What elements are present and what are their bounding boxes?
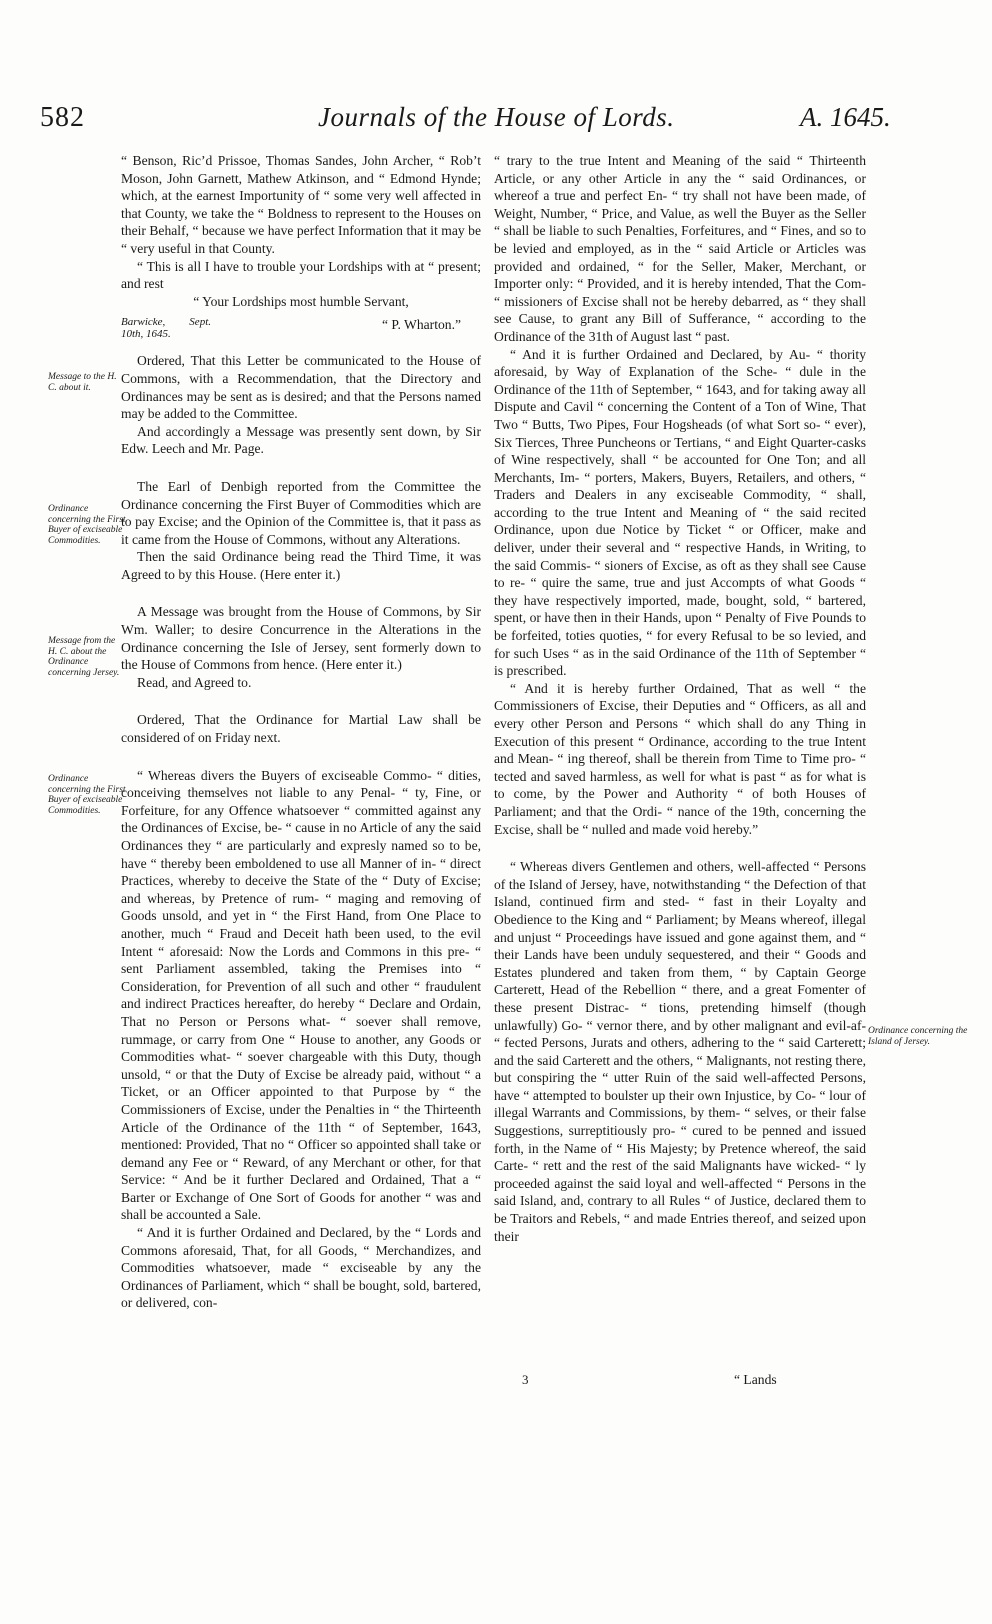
journal-title: Journals of the House of Lords.: [318, 102, 675, 132]
margin-note-ordinance-jersey: Ordinance concerning the Island of Jersey.: [868, 1026, 968, 1047]
read-agreed: Read, and Agreed to.: [137, 674, 252, 690]
ordinance-ton-of-wine: “ And it is further Ordained and Declared, by Au- “ thority aforesaid, by Way of Explanation of the Sche- “ dule in the Ordinance of the 11th of September, “ 1643, and for taking away all Dispute and Cavil “ concerning the Content of a Ton of Wine, That Two “ Butts, Two Pipes, Four Hogsheads (of what Sort so- “ ever), Six Tierces, Three Puncheons or Tertians, “ and Eight Quarter-casks of Wine respectively, shall “ be accounted for One Ton; and all Merchants, Im- “ porters, Makers, Buyers, Retailers, and others, “ Traders and Dealers in any exciseable Commodity, “ shall, according to the true Intent and Meaning of “ the said recited Ordinance, upon due Notice by Ticket “ or Officer, make and deliver, under their several and “ respective Hands, in Writing, to the said Commis- “ sioners of Excise, as oft as they shall see Cause to re- “ quire the same, true and just Accompts of what Goods “ they have respectively imported, made, bought, sold, “ bartered, spent, or have then in their Hands, upon “ Penalty of Five Pounds to be forfeited, toties quoties, “ for every Refusal to be so levied, and for such Uses “ as in the said Ordinance of the 11th of September “ is prescribed.: [494, 346, 866, 679]
letter-closing: “ This is all I have to trouble your Lordships with at “ present; and rest: [121, 258, 481, 292]
left-column: [121, 152, 481, 1312]
margin-note-message-jersey: Message from the H. C. about the Ordinance concerning Jersey.: [48, 636, 120, 678]
ordered-letter-communicated: Ordered, That this Letter be communicated to the House of Commons, with a Recommendation, that the Directory and Ordinances may be sent as is desired; and that the Persons named may be added to the Committee.: [121, 353, 481, 422]
right-column: [494, 152, 866, 1245]
ordered-martial-law: Ordered, That the Ordinance for Martial Law shall be considered of on Friday next.: [121, 712, 481, 746]
page-number: 582: [40, 102, 85, 133]
letter-continuation: “ Benson, Ric’d Prissoe, Thomas Sandes, John Archer, “ Rob’t Moson, John Garnett, Mathew Atkinson, and “ Edmond Hynde; which, at the earnest Importunity of “ some very well affected in that County, we take the “ Boldness to represent to the Houses on their Behalf, “ because we have perfect Information that it may be “ very useful in that County.: [121, 153, 481, 256]
margin-note-message-hc: Message to the H. C. about it.: [48, 372, 117, 393]
ordinance-protection-clause: “ And it is hereby further Ordained, That as well “ the Commissioners of Excise, their Deputies and “ Officers, as all and every other Person and Persons “ which shall do any Thing in Execution of this present “ Ordinance, according to the true Intent and Mean- “ ing thereof, shall be therein from Time to Time pro- “ tected and saved harmless, as well for what is past “ as for what is to come, by the Power and Authority “ of both Houses of Parliament; and that the Ordi- “ nance of the 19th, concerning the Excise, shall be “ nulled and made void hereby.”: [494, 680, 866, 837]
journal-year: A. 1645.: [800, 102, 891, 132]
ordinance-excise-continuation: “ trary to the true Intent and Meaning of the said “ Thirteenth Article, or any other Article in any the “ said Ordinances, or whereof a true and perfect En- “ try shall not have been made, of Weight, Number, “ Price, and Value, as well the Buyer as the Seller “ shall be liable to such Penalties, Forfeitures, and “ Fines, and so to be levied and employed, as in the “ said Article or Articles was provided and ordained, “ for the Seller, Maker, Merchant, or Importer only: “ Provided, and it is hereby intended, That the Com- “ missioners of Excise shall not be hereby debarred, as “ they shall see Cause, to grant any Bill of Sufferance, “ according to the Ordinance of the 31th of August last “ past.: [494, 153, 866, 344]
ordinance-jersey-text: “ Whereas divers Gentlemen and others, well-affected “ Persons of the Island of Jersey, have, notwithstanding “ the Defection of that Island, continued firm and sted- “ fast in their Loyalty and Obedience to the King and “ Parliament; by Means whereof, illegal and unjust “ Proceedings have issued and gone against them, and “ their Lands have been unduly sequestered, and their “ Goods and Estates plundered and taken from them, “ by Captain George Carterett, Head of the Rebellion “ there, and a great Fomenter of these present Distrac- “ tions, pretending himself (though unlawfully) Go- “ vernor there, and by other malignant and evil-af- “ fected Persons, Jurats and others, adhering to the “ said Carterett; and the said Carterett and the others, “ Malignants, not resting there, but conspiring the “ utter Ruin of the said well-affected Persons, have “ attempted to boulster up their own Injustice, by Co- “ lour of illegal Warrants and Commissions, by them- “ selves, or their false Suggestions, surreptitiously pro- “ cured to be penned and issued forth, in the Name of “ His Majesty; by Pretence whereof, the said Carte- “ rett and the rest of the said Malignants have wicked- “ ly proceeded against the said loyal and well-affected “ Persons in the said Island, and, contrary to all Rules “ of Justice, declared them to be Traitors and Rebels, “ and made Entries thereof, and seized upon their: [494, 859, 866, 1244]
letter-signature: “ P. Wharton.”: [381, 317, 461, 333]
margin-note-ordinance-first-buyer: Ordinance concerning the First Buyer of exciseable Commodities.: [48, 504, 126, 546]
denbigh-report: The Earl of Denbigh reported from the Committee the Ordinance concerning the First Buyer of Commodities which are to pay Excise; and the Opinion of the Committee is, that it pass as it came from the House of Commons, without any Alterations.: [121, 478, 481, 547]
margin-note-ordinance-first-buyer-2: Ordinance concerning the First Buyer of exciseable Commodities.: [48, 774, 126, 816]
message-sent-down: And accordingly a Message was presently sent down, by Sir Edw. Leech and Mr. Page.: [121, 423, 481, 457]
ordinance-excise-further: “ And it is further Ordained and Declared, by the “ Lords and Commons aforesaid, That, for all Goods, “ Merchandizes, and Commodities whatsoever, made “ exciseable by any the Ordinances of Parliament, which “ shall be bought, sold, bartered, or delivered, con-: [121, 1225, 481, 1311]
third-reading: Then the said Ordinance being read the Third Time, it was Agreed to by this House. (Here enter it.): [121, 549, 481, 582]
letter-servant-line: “ Your Lordships most humble Servant,: [193, 293, 409, 309]
signature-mark: 3: [522, 1372, 529, 1387]
catchword: “ Lands: [734, 1372, 777, 1387]
letter-place-date: Barwicke, Sept. 10th, 1645.: [121, 316, 211, 341]
ordinance-excise-text: “ Whereas divers the Buyers of exciseable Commo- “ dities, conceiving themselves not liable to any Penal- “ ty, Fine, or Forfeiture, for any Offence whatsoever “ committed against any the Ordinances of Excise, be- “ cause in no Article of any the said Ordinances they “ are particularly and expresly named so to be, have “ thereby been emboldened to use all Manner of in- “ direct Practices, whereby to deceive the State of the “ Duty of Excise; and whereas, by Pretence of rum- “ maging and removing of Goods unsold, and yet in “ the First Hand, from One Place to another, much “ Fraud and Deceit hath been used, to the evil Intent “ aforesaid: Now the Lords and Commons in this pre- “ sent Parliament assembled, taking the Premises into “ Consideration, for Prevention of all such and other “ fraudulent and indirect Practices hereafter, do hereby “ Declare and Ordain, That no Person or Persons what- “ soever shall remove, rummage, or carry from One “ House to another, any Goods or Commodities what- “ soever chargeable with this Duty, though unsold, “ or that the Duty of Excise be already paid, without “ a Ticket, or an Officer appointed to that Purpose by “ the Commissioners of Excise, under the Penalties in “ the Thirteenth Article of the Ordinance of the 11th “ of September, 1643, mentioned: Provided, That no “ Officer so appointed shall take or demand any Fee or “ Reward, of any Merchant or other, for that Service: “ And be it further Declared and Ordained, That a “ Barter or Exchange of One Sort of Goods for another “ was and shall be accounted a Sale.: [121, 767, 481, 1223]
letter-signature-row: [121, 316, 481, 340]
page-header: [0, 78, 992, 138]
message-waller: A Message was brought from the House of Commons, by Sir Wm. Waller; to desire Concurrence in the Alterations in the Ordinance concerning the Isle of Jersey, sent formerly down to the House of Commons from hence. (Here enter it.): [121, 604, 481, 673]
